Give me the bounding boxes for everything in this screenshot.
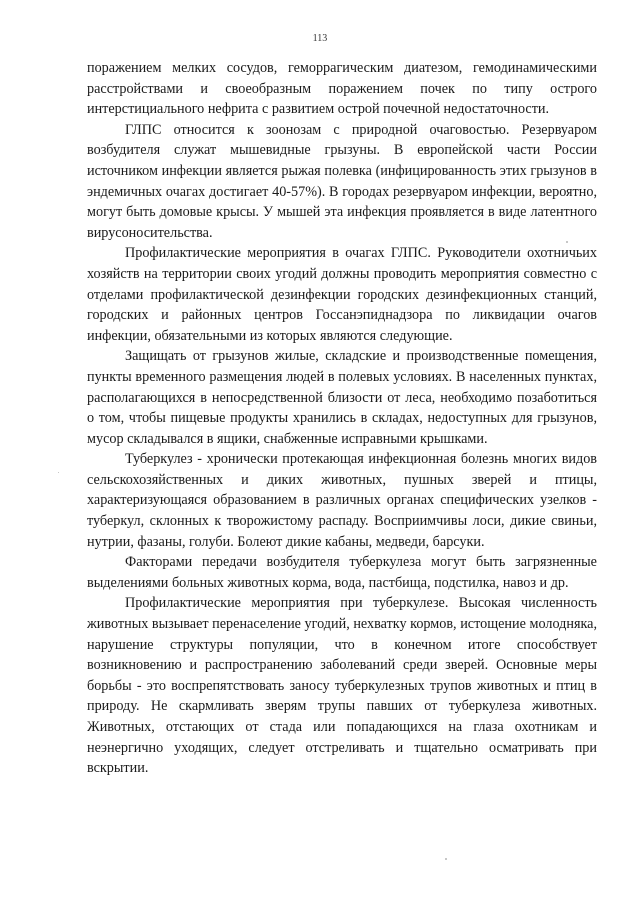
paragraph-continuation: поражением мелких сосудов, геморрагическим диатезом, гемодинамическими расстройствами и своеобразным поражением почек по типу острого интерстициального нефрита с развитием острой почечной недостаточности. — [87, 60, 597, 118]
paragraph-transmission-factors: Факторами передачи возбудителя туберкулеза могут быть загрязненные выделениями больных животных корма, вода, пастбища, подстилка, навоз и др. — [87, 554, 597, 591]
scan-speck — [58, 472, 59, 473]
scan-speck — [445, 858, 447, 860]
paragraph-glps-prevention: Профилактические мероприятия в очагах ГЛПС. Руководители охотничьих хозяйств на территории своих угодий должны проводить мероприятия совместно с отделами профилактической дезинфекции городских дезинфекционных станций, городских и районных центров Госсанэпиднадзора по ликвидации очагов инфекции, обязательными из которых являются следующие. — [87, 245, 597, 344]
scan-speck — [566, 241, 568, 243]
text-body — [87, 58, 597, 779]
paragraph-rodent-protection: Защищать от грызунов жилые, складские и производственные помещения, пункты временного размещения людей в полевых условиях. В населенных пунктах, располагающихся в непосредственной близости от леса, необходимо позаботиться о том, чтобы пищевые продукты хранились в складах, недоступных для грызунов, мусор складывался в ящики, снабженные исправными крышками. — [87, 348, 597, 447]
paragraph-tuberculosis-prevention: Профилактические мероприятия при туберкулезе. Высокая численность животных вызывает перенаселение угодий, нехватку кормов, истощение молодняка, нарушение структуры популяции, что в конечном итоге способствует возникновению и распространению заболеваний среди зверей. Основные меры борьбы - это воспрепятствовать заносу туберкулезных трупов животных и птиц в природу. Не скармливать зверям трупы павших от туберкулеза животных. Животных, отстающих от стада или попадающихся на глаза охотникам и неэнергично уходящих, следует отстреливать и тщательно осматривать при вскрытии. — [87, 595, 597, 777]
paragraph-tuberculosis-definition: Туберкулез - хронически протекающая инфекционная болезнь многих видов сельскохозяйственных и диких животных, пушных зверей и птицы, характеризующаяся образованием в различных органах специфических узелков - туберкул, склонных к творожистому распаду. Восприимчивы лоси, дикие свиньи, нутрии, фазаны, голуби. Болеют дикие кабаны, медведи, барсуки. — [87, 451, 597, 550]
paragraph-glps-zoonosis: ГЛПС относится к зоонозам с природной очаговостью. Резервуаром возбудителя служат мышевидные грызуны. В европейской части России источником инфекции является рыжая полевка (инфицированность этих грызунов в эндемичных очагах достигает 40-57%). В городах резервуаром инфекции, вероятно, могут быть домовые крысы. У мышей эта инфекция проявляется в виде латентного вирусоносительства. — [87, 121, 597, 241]
page-number: 113 — [312, 33, 328, 44]
